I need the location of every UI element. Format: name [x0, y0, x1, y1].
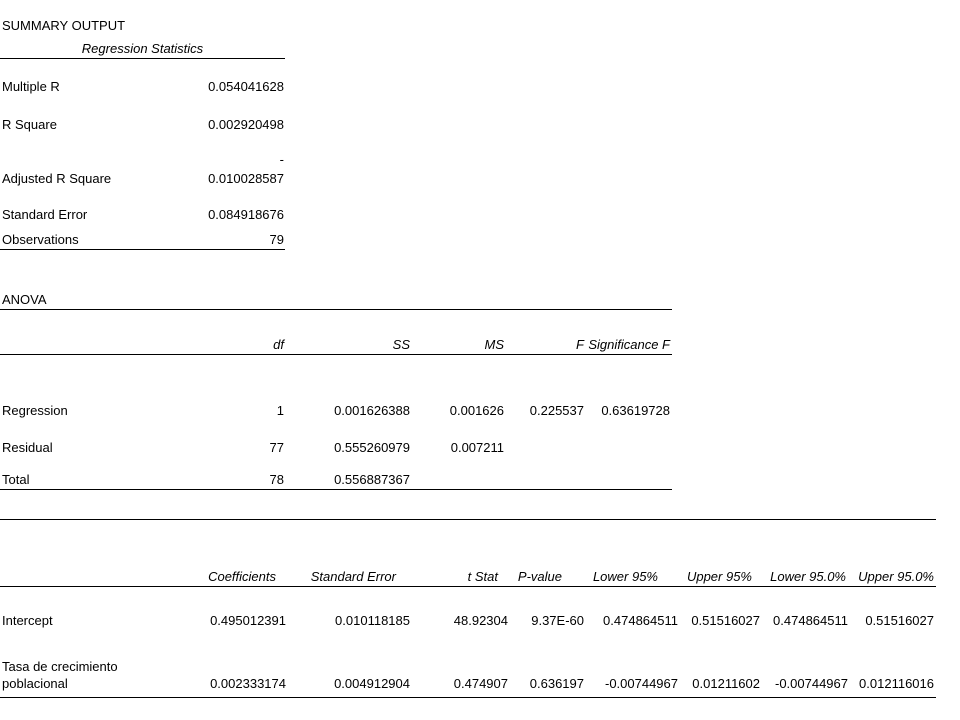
coef-intercept-standard-error: 0.010118185: [335, 613, 410, 628]
coef-intercept-lower-95: 0.474864511: [603, 613, 678, 628]
anova-total-label: Total: [2, 472, 30, 487]
anova-total-ss: 0.556887367: [334, 472, 410, 487]
multiple-r-label: Multiple R: [2, 79, 60, 94]
anova-top-line: [0, 309, 672, 310]
coefficients-bottom-line: [0, 697, 936, 698]
coef-intercept-t-stat: 48.92304: [453, 613, 508, 628]
observations-label: Observations: [2, 232, 79, 247]
coef-header-upper-95: Upper 95%: [686, 569, 752, 584]
anova-regression-f: 0.225537: [529, 403, 584, 418]
coef-header-p-value: P-value: [517, 569, 562, 584]
anova-regression-label: Regression: [2, 403, 68, 418]
anova-regression-significance-f: 0.63619728: [601, 403, 670, 418]
coefficients-header-line: [0, 586, 936, 587]
coef-intercept-upper-95: 0.51516027: [691, 613, 760, 628]
coef-intercept-p-value: 9.37E-60: [531, 613, 584, 628]
anova-regression-df: 1: [276, 403, 284, 418]
anova-header-f: F: [576, 337, 584, 352]
coef-intercept-lower-95-0: 0.474864511: [773, 613, 848, 628]
coef-tasa-label-line2: poblacional: [2, 676, 68, 691]
anova-header-ms: MS: [484, 337, 504, 352]
anova-header-df: df: [273, 337, 284, 352]
anova-header-ss: SS: [392, 337, 410, 352]
anova-header-significance-f: Significance F: [588, 337, 670, 352]
coef-tasa-lower-95: -0.00744967: [604, 676, 678, 691]
anova-total-df: 78: [269, 472, 284, 487]
coef-header-coefficients: Coefficients: [208, 569, 276, 584]
anova-residual-df: 77: [269, 440, 284, 455]
coef-tasa-label-line1: Tasa de crecimiento: [2, 659, 118, 674]
regression-stats-header-line: [0, 58, 285, 59]
anova-residual-ss: 0.555260979: [334, 440, 410, 455]
multiple-r-value: 0.054041628: [208, 79, 284, 94]
coef-header-lower-95: Lower 95%: [592, 569, 658, 584]
coefficients-top-line: [0, 519, 936, 520]
coef-tasa-coefficient: 0.002333174: [210, 676, 286, 691]
anova-regression-ss: 0.001626388: [334, 403, 410, 418]
coef-tasa-t-stat: 0.474907: [453, 676, 508, 691]
coef-header-t-stat: t Stat: [467, 569, 498, 584]
coef-intercept-label: Intercept: [2, 613, 53, 628]
standard-error-value: 0.084918676: [208, 207, 284, 222]
anova-title: ANOVA: [2, 292, 47, 307]
anova-bottom-line: [0, 489, 672, 490]
coef-header-lower-95-0: Lower 95.0%: [770, 569, 846, 584]
observations-value: 79: [269, 232, 284, 247]
standard-error-label: Standard Error: [2, 207, 88, 222]
coef-header-standard-error: Standard Error: [310, 569, 396, 584]
regression-stats-header: Regression Statistics: [81, 41, 204, 56]
summary-title: SUMMARY OUTPUT: [2, 18, 126, 33]
adjusted-r-square-sign: -: [279, 152, 284, 167]
anova-header-line: [0, 354, 672, 355]
coef-intercept-coefficient: 0.495012391: [210, 613, 286, 628]
coef-tasa-upper-95-0: 0.012116016: [859, 676, 934, 691]
coef-tasa-upper-95: 0.01211602: [692, 676, 760, 691]
anova-regression-ms: 0.001626: [449, 403, 504, 418]
anova-residual-ms: 0.007211: [450, 440, 504, 455]
coef-tasa-lower-95-0: -0.00744967: [774, 676, 848, 691]
adjusted-r-square-value: 0.010028587: [208, 171, 284, 186]
r-square-value: 0.002920498: [208, 117, 284, 132]
coef-header-upper-95-0: Upper 95.0%: [858, 569, 934, 584]
regression-stats-bottom-line: [0, 249, 285, 250]
anova-residual-label: Residual: [2, 440, 53, 455]
coef-tasa-standard-error: 0.004912904: [334, 676, 410, 691]
coef-tasa-p-value: 0.636197: [529, 676, 584, 691]
r-square-label: R Square: [2, 117, 57, 132]
coef-intercept-upper-95-0: 0.51516027: [865, 613, 934, 628]
adjusted-r-square-label: Adjusted R Square: [2, 171, 112, 186]
